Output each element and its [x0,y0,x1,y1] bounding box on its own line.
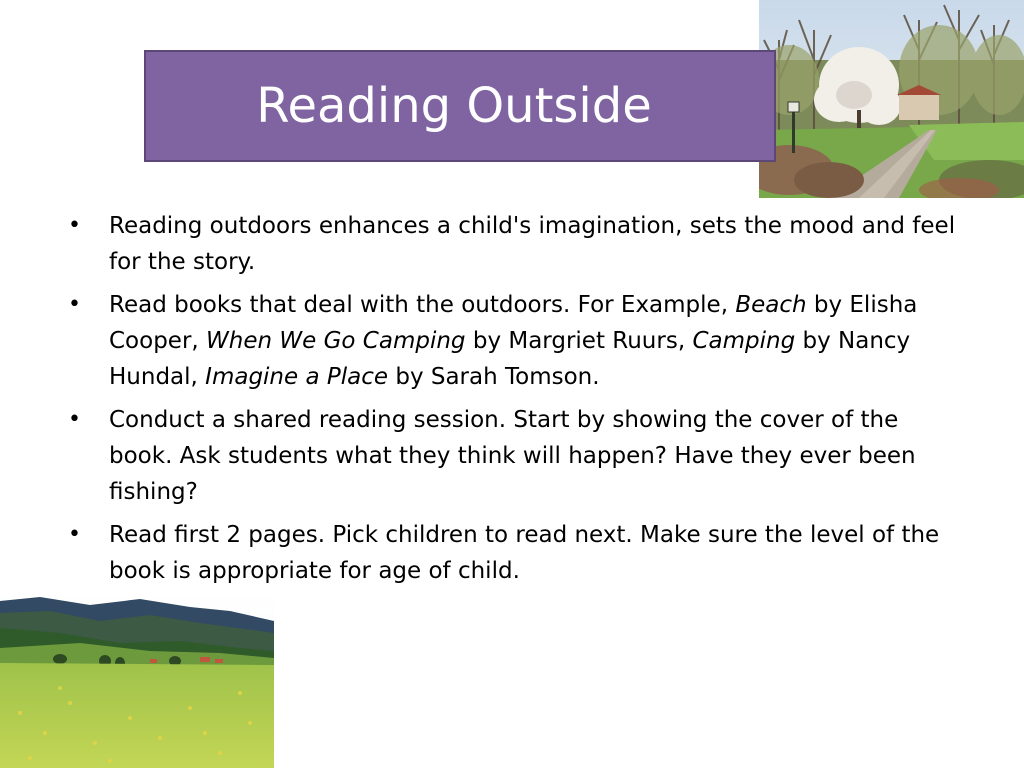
bullet-text: by Nancy Hundal, [109,328,911,390]
bullet-text: by Margriet Ruurs, [465,328,693,354]
bullet-item [66,287,966,395]
bullet-text: Read first 2 pages. Pick children to read next. Make sure the level of the book is appropriate for age of child. [109,522,940,584]
bullet-item [66,208,966,280]
book-title: Camping [692,328,796,354]
bullet-text: by Elisha Cooper, [109,292,918,354]
park-path-photo [759,0,1024,198]
bullet-text: by Sarah Tomson. [388,364,600,390]
bullet-dot-icon: • [68,292,81,317]
bullet-text: Reading outdoors enhances a child's imagination, sets the mood and feel for the story. [109,213,956,275]
book-title: Imagine a Place [205,364,389,390]
bullet-list [66,208,966,596]
bullet-text: Conduct a shared reading session. Start by showing the cover of the book. Ask students what they think will happen? Have they ever been fishing? [109,407,916,505]
bullet-text: Read books that deal with the outdoors. For Example, [109,292,736,318]
bullet-item [66,402,966,510]
bullet-dot-icon: • [68,213,81,238]
title-banner [144,50,776,162]
book-title: Beach [735,292,807,318]
bullet-dot-icon: • [68,407,81,432]
bullet-dot-icon: • [68,522,81,547]
book-title: When We Go Camping [206,328,466,354]
bullet-item [66,517,966,589]
slide-title: Reading Outside [256,78,652,134]
mountain-meadow-photo [0,593,274,768]
